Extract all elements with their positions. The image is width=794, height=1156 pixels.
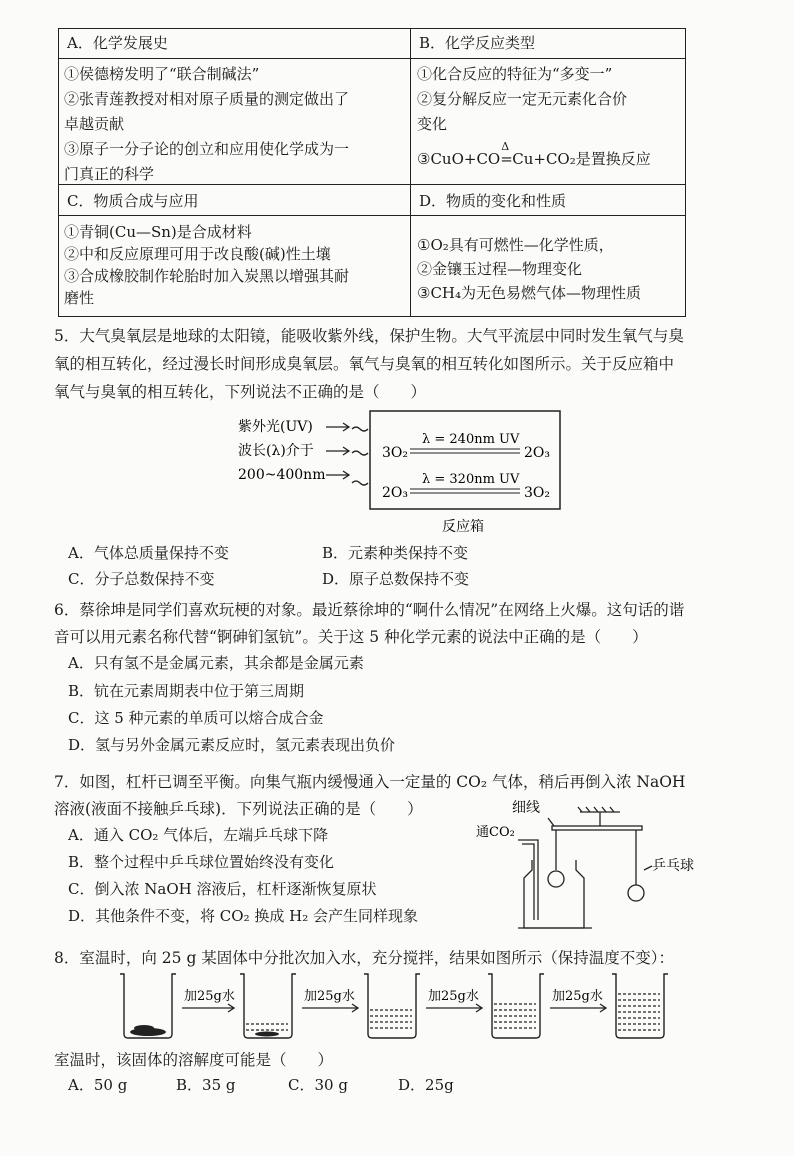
solid-pile bbox=[130, 1025, 166, 1036]
table-cell-b bbox=[417, 62, 651, 172]
q5-option-c[interactable]: C．分子总数保持不变 bbox=[68, 570, 215, 588]
reaction2-product: 3O₂ bbox=[524, 485, 550, 501]
reaction1-condition: λ = 240nm UV bbox=[422, 432, 520, 447]
q6-option-d[interactable]: D．氢与另外金属元素反应时，氢元素表现出负价 bbox=[68, 736, 396, 754]
table-cell-line: ③合成橡胶制作轮胎时加入炭黑以增强其耐 bbox=[64, 267, 350, 285]
table-divider bbox=[59, 215, 685, 216]
reaction1-product: 2O₃ bbox=[524, 445, 550, 461]
q5-stem-line: 5．大气臭氧层是地球的太阳镜，能吸收紫外线，保护生物。大气平流层中同时发生氧气与臭 bbox=[54, 327, 684, 345]
knowledge-table bbox=[58, 28, 686, 317]
uv-arrows bbox=[326, 423, 368, 485]
q5-option-a[interactable]: A．气体总质量保持不变 bbox=[68, 544, 229, 562]
thread-label: 细线 bbox=[512, 800, 540, 816]
table-cell-d bbox=[417, 233, 641, 305]
table-header-b: B．化学反应类型 bbox=[419, 34, 536, 52]
table-cell-line: ②金镶玉过程—物理变化 bbox=[417, 260, 583, 278]
table-header-a: A．化学发展史 bbox=[67, 34, 168, 52]
q5-stem-line: 氧气与臭氧的相互转化，下列说法不正确的是（ ） bbox=[54, 383, 427, 401]
uv-label: 紫外光(UV) bbox=[238, 419, 313, 435]
table-divider-vertical bbox=[410, 29, 411, 316]
table-cell-line: ③原子一分子论的创立和应用使化学成为一 bbox=[64, 140, 350, 158]
table-cell-a bbox=[64, 62, 349, 187]
right-ball bbox=[628, 885, 644, 901]
q6-stem-line: 6．蔡徐坤是同学们喜欢玩梗的对象。最近蔡徐坤的“啊什么情况”在网络上火爆。这句话的谐 bbox=[54, 601, 685, 619]
arrow-label: 加25g水 bbox=[428, 989, 479, 1004]
gas-inlet-tube bbox=[518, 840, 538, 920]
q7-option-b[interactable]: B．整个过程中乒乓球位置始终没有变化 bbox=[68, 853, 335, 871]
q6-option-b[interactable]: B．钪在元素周期表中位于第三周期 bbox=[68, 682, 305, 700]
table-cell-line: ②复分解反应一定无元素化合价 bbox=[417, 90, 628, 108]
table-divider bbox=[59, 58, 685, 59]
co2-inlet-label: 通CO₂ bbox=[476, 825, 515, 840]
lever-figure bbox=[472, 800, 722, 932]
beaker bbox=[240, 974, 296, 1038]
arrow-label: 加25g水 bbox=[304, 989, 355, 1004]
table-cell-line: ①O₂具有可燃性—化学性质， bbox=[417, 236, 614, 254]
table-cell-line: ②中和反应原理可用于改良酸(碱)性土壤 bbox=[64, 245, 331, 263]
uv-range-label: 200~400nm bbox=[238, 467, 326, 483]
q7-option-c[interactable]: C．倒入浓 NaOH 溶液后，杠杆逐渐恢复原状 bbox=[68, 880, 377, 898]
table-cell-line: ②张青莲教授对相对原子质量的测定做出了 bbox=[64, 90, 350, 108]
q7-stem-line: 7．如图，杠杆已调至平衡。向集气瓶内缓慢通入一定量的 CO₂ 气体，稍后再倒入浓 NaOH bbox=[54, 773, 686, 791]
table-cell-line: 卓越贡献 bbox=[64, 115, 125, 133]
q7-option-a[interactable]: A．通入 CO₂ 气体后，左端乒乓球下降 bbox=[68, 826, 329, 844]
arrow-label: 加25g水 bbox=[552, 989, 603, 1004]
table-header-d: D．物质的变化和性质 bbox=[419, 192, 567, 210]
q6-option-c[interactable]: C．这 5 种元素的单质可以熔合成合金 bbox=[68, 709, 324, 727]
ball-pointer bbox=[644, 866, 652, 870]
q7-stem-line: 溶液(液面不接触乒乓球)．下列说法正确的是（ ） bbox=[54, 800, 423, 818]
table-cell-line: 变化 bbox=[417, 115, 448, 133]
q7-option-d[interactable]: D．其他条件不变，将 CO₂ 换成 H₂ 会产生同样现象 bbox=[68, 907, 418, 925]
process-arrows bbox=[182, 1004, 606, 1012]
uv-wavelength-label: 波长(λ)介于 bbox=[238, 443, 314, 459]
equation-right: Cu+CO₂是置换反应 bbox=[512, 150, 651, 168]
q5-option-d[interactable]: D．原子总数保持不变 bbox=[322, 570, 470, 588]
table-cell-line: ①青铜(Cu—Sn)是合成材料 bbox=[64, 223, 252, 241]
q8-option-c[interactable]: C．30 g bbox=[288, 1076, 348, 1094]
reaction2-condition: λ = 320nm UV bbox=[422, 472, 520, 487]
q8-question: 室温时，该固体的溶解度可能是（ ） bbox=[54, 1051, 334, 1069]
left-ball bbox=[548, 871, 564, 887]
heat-symbol: Δ bbox=[501, 140, 510, 153]
gas-bottle bbox=[524, 860, 584, 928]
table-cell-line: ①侯德榜发明了“联合制碱法” bbox=[64, 65, 260, 83]
table-cell-c bbox=[64, 221, 349, 309]
q6-stem-line: 音可以用元素名称代替“锕砷钔氢钪”。关于这 5 种化学元素的说法中正确的是（ ） bbox=[54, 628, 648, 646]
reaction1-reactant: 3O₂ bbox=[382, 445, 408, 461]
equation-left: ③CuO+CO bbox=[417, 150, 501, 168]
ceiling-hatch bbox=[578, 807, 614, 812]
q8-option-d[interactable]: D．25g bbox=[398, 1076, 454, 1094]
table-cell-line: 门真正的科学 bbox=[64, 165, 155, 183]
table-cell-line: 磨性 bbox=[64, 289, 95, 307]
ball-label: 乒乓球 bbox=[652, 858, 694, 874]
q5-option-b[interactable]: B．元素种类保持不变 bbox=[322, 544, 469, 562]
reaction2-reactant: 2O₃ bbox=[382, 485, 408, 501]
table-header-c: C．物质合成与应用 bbox=[67, 192, 199, 210]
reaction-box-figure bbox=[230, 405, 570, 540]
heat-equals-sign: Δ = bbox=[500, 147, 512, 172]
dissolution-figure bbox=[110, 966, 720, 1048]
thread-pointer bbox=[548, 818, 554, 826]
figure-caption: 反应箱 bbox=[442, 519, 484, 535]
q5-stem-line: 氧的相互转化，经过漫长时间形成臭氧层。氧气与臭氧的相互转化如图所示。关于反应箱中 bbox=[54, 355, 675, 373]
residual-solid bbox=[255, 1032, 279, 1037]
arrow-label: 加25g水 bbox=[184, 989, 235, 1004]
lever-bar bbox=[552, 826, 642, 830]
table-cell-line bbox=[417, 140, 651, 172]
q6-option-a[interactable]: A．只有氢不是金属元素，其余都是金属元素 bbox=[68, 654, 364, 672]
table-cell-line: ①化合反应的特征为“多变一” bbox=[417, 65, 613, 83]
q8-stem-line: 8．室温时，向 25 g 某固体中分批次加入水，充分搅拌，结果如图所示（保持温度不变）： bbox=[54, 949, 675, 967]
table-cell-line: ③CH₄为无色易燃气体—物理性质 bbox=[417, 284, 642, 302]
q8-option-b[interactable]: B．35 g bbox=[176, 1076, 236, 1094]
q8-option-a[interactable]: A．50 g bbox=[68, 1076, 128, 1094]
